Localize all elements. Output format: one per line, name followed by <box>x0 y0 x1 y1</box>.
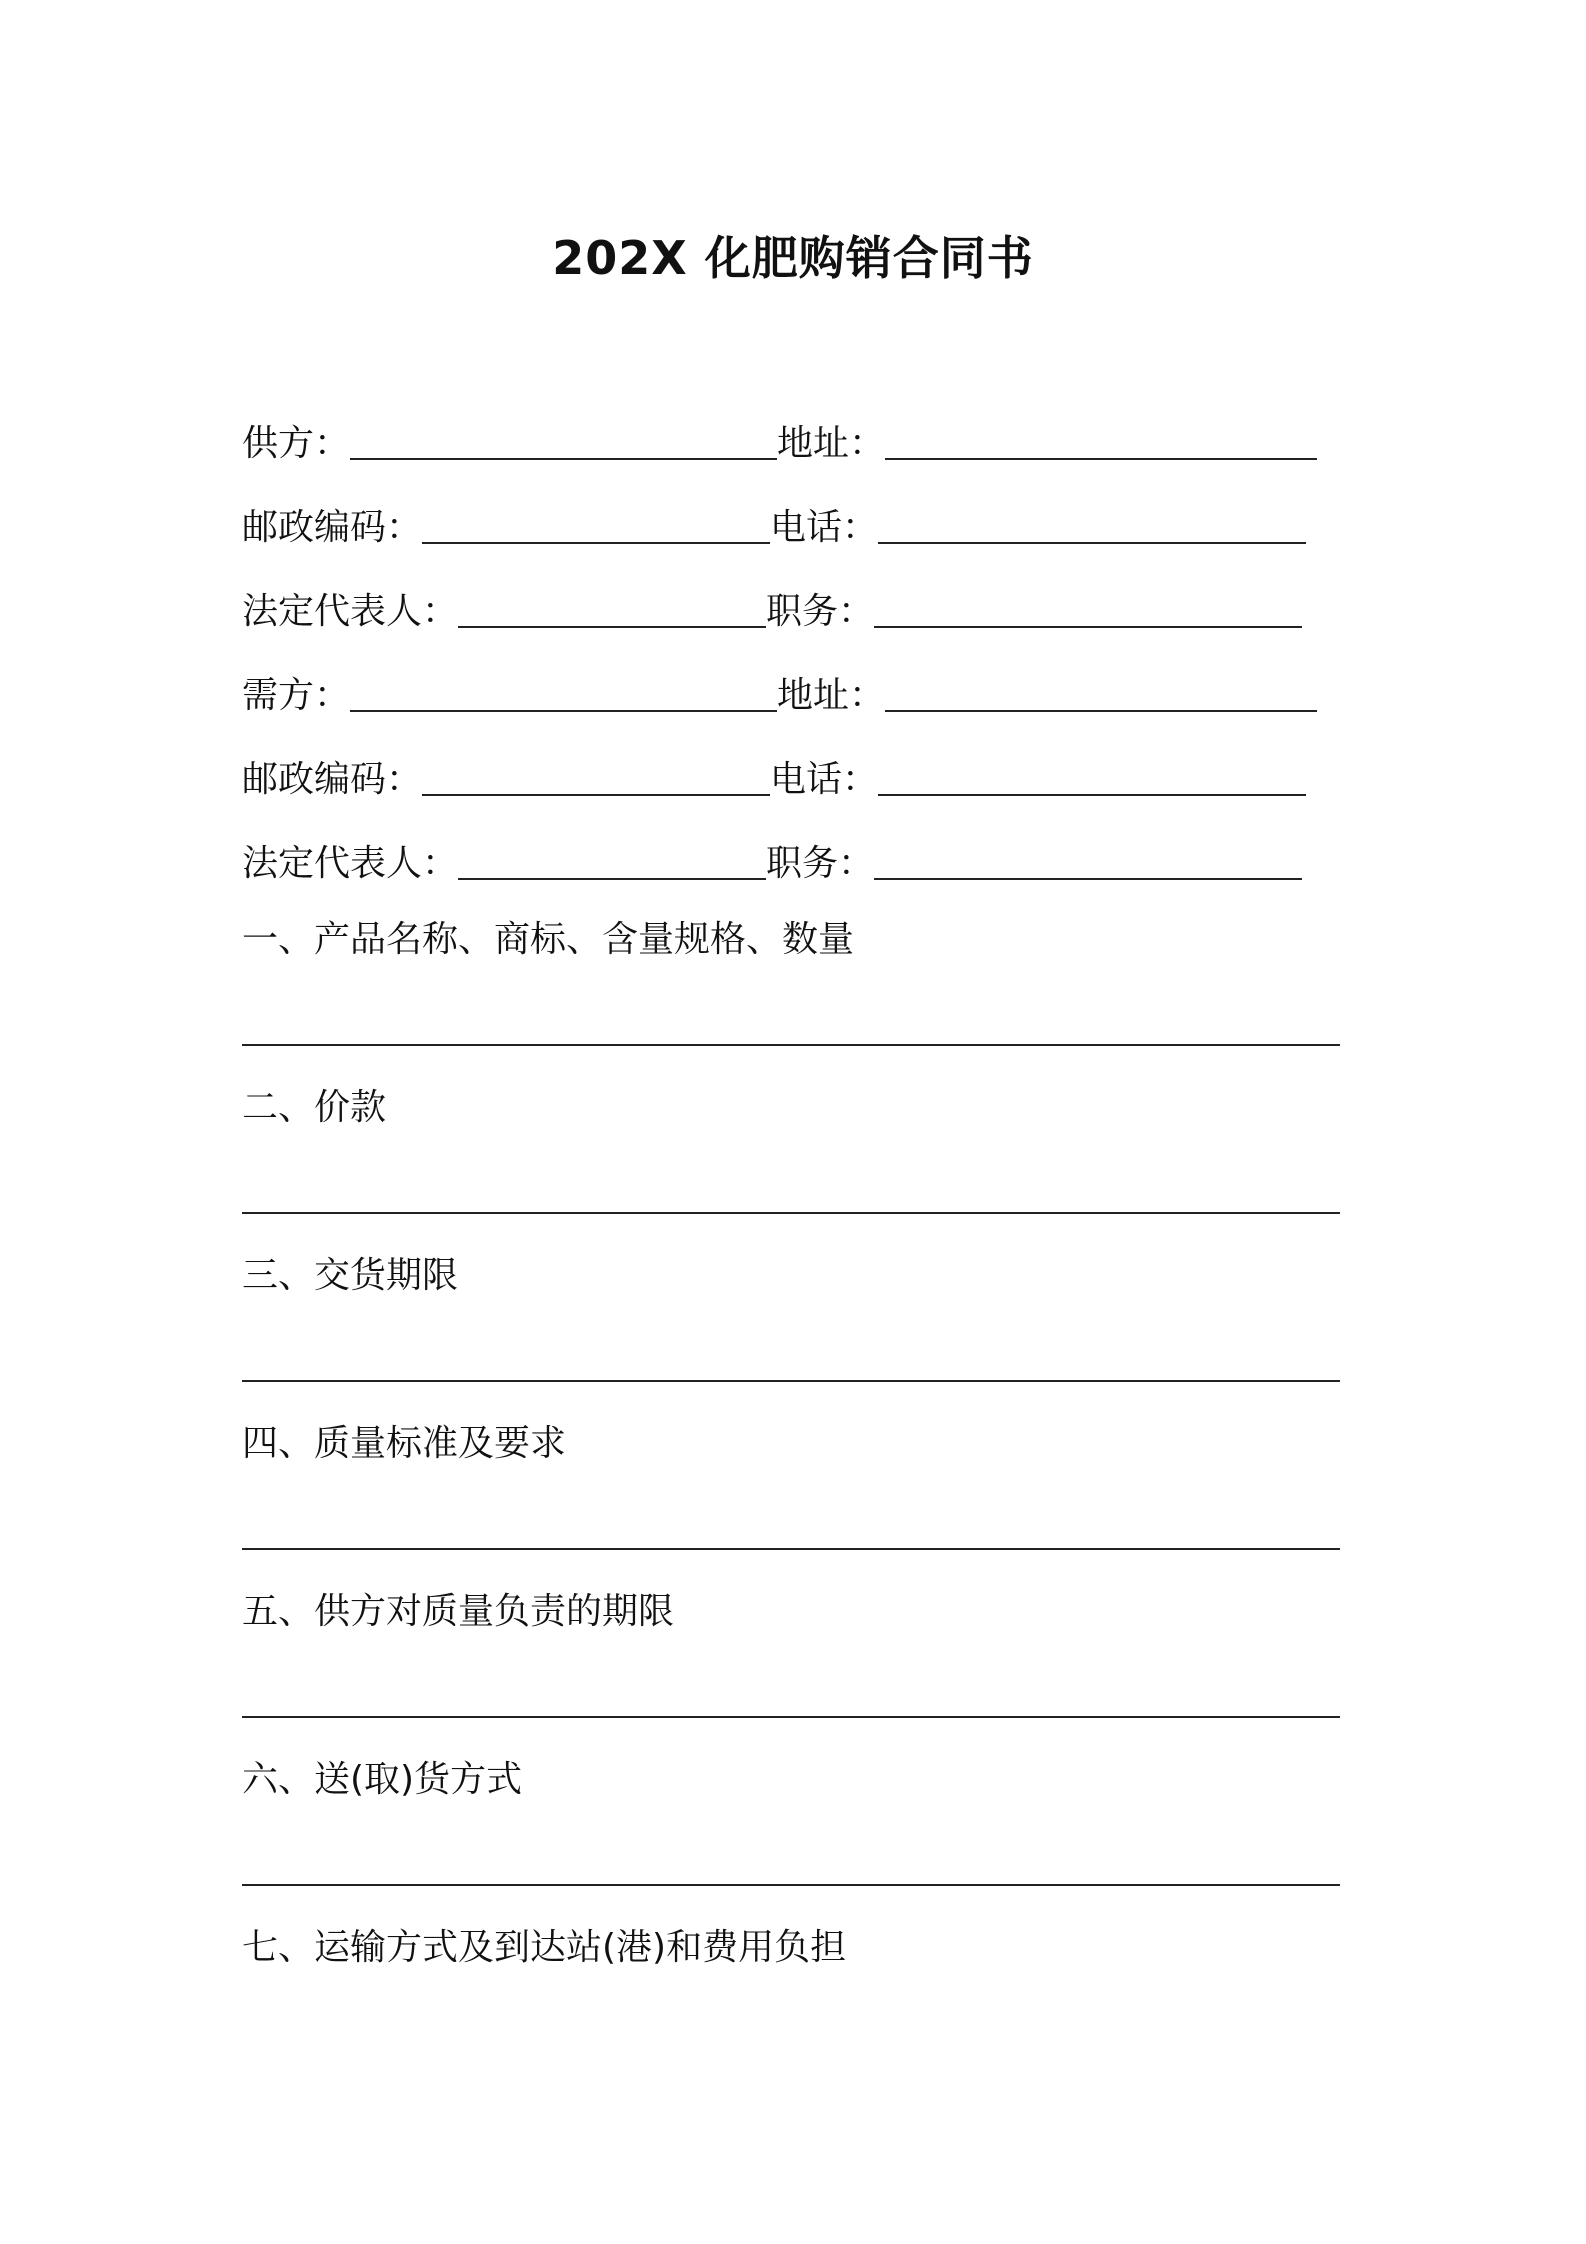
section-heading-quality-responsibility: 五、供方对质量负责的期限 <box>242 1591 675 1632</box>
field-label: 需方： <box>242 675 351 716</box>
party-row-supplier-postcode <box>242 502 1352 552</box>
section-heading-price: 二、价款 <box>242 1087 387 1128</box>
blank-line <box>458 878 766 880</box>
supplier-address-field[interactable] <box>777 418 1317 468</box>
blank-line <box>874 878 1302 880</box>
supplier-name-field[interactable] <box>242 418 777 468</box>
blank-line <box>350 710 777 712</box>
blank-line <box>878 794 1306 796</box>
document-title: 202X 化肥购销合同书 <box>552 231 1034 285</box>
section-heading-delivery-period: 三、交货期限 <box>242 1255 459 1296</box>
field-label: 邮政编码： <box>242 759 423 800</box>
field-label: 法定代表人： <box>242 591 459 632</box>
party-row-buyer <box>242 670 1352 720</box>
section-fill-line-quality-standard[interactable] <box>242 1548 1340 1550</box>
party-row-supplier-representative <box>242 586 1352 636</box>
section-heading-product: 一、产品名称、商标、含量规格、数量 <box>242 919 855 960</box>
blank-line <box>350 458 777 460</box>
blank-line <box>458 626 766 628</box>
blank-line <box>885 458 1317 460</box>
buyer-address-field[interactable] <box>777 670 1317 720</box>
blank-line <box>874 626 1302 628</box>
field-label: 电话： <box>770 507 879 548</box>
supplier-position-field[interactable] <box>766 586 1302 636</box>
section-fill-line-price[interactable] <box>242 1212 1340 1214</box>
section-fill-line-delivery-period[interactable] <box>242 1380 1340 1382</box>
field-label: 法定代表人： <box>242 843 459 884</box>
supplier-postcode-field[interactable] <box>242 502 770 552</box>
field-label: 地址： <box>777 675 886 716</box>
section-heading-transport: 七、运输方式及到达站(港)和费用负担 <box>242 1927 847 1968</box>
blank-line <box>885 710 1317 712</box>
field-label: 职务： <box>766 591 875 632</box>
field-label: 邮政编码： <box>242 507 423 548</box>
field-label: 电话： <box>770 759 879 800</box>
field-label: 供方： <box>242 423 351 464</box>
section-heading-delivery-method: 六、送(取)货方式 <box>242 1759 523 1800</box>
section-fill-line-product[interactable] <box>242 1044 1340 1046</box>
section-fill-line-quality-responsibility[interactable] <box>242 1716 1340 1718</box>
party-row-supplier <box>242 418 1352 468</box>
supplier-phone-field[interactable] <box>770 502 1306 552</box>
party-row-buyer-postcode <box>242 754 1352 804</box>
party-row-buyer-representative <box>242 838 1352 888</box>
field-label: 地址： <box>777 423 886 464</box>
buyer-position-field[interactable] <box>766 838 1302 888</box>
section-fill-line-delivery-method[interactable] <box>242 1884 1340 1886</box>
blank-line <box>422 794 770 796</box>
field-label: 职务： <box>766 843 875 884</box>
buyer-representative-field[interactable] <box>242 838 766 888</box>
blank-line <box>422 542 770 544</box>
buyer-name-field[interactable] <box>242 670 777 720</box>
supplier-representative-field[interactable] <box>242 586 766 636</box>
buyer-postcode-field[interactable] <box>242 754 770 804</box>
buyer-phone-field[interactable] <box>770 754 1306 804</box>
blank-line <box>878 542 1306 544</box>
section-heading-quality-standard: 四、质量标准及要求 <box>242 1423 567 1464</box>
